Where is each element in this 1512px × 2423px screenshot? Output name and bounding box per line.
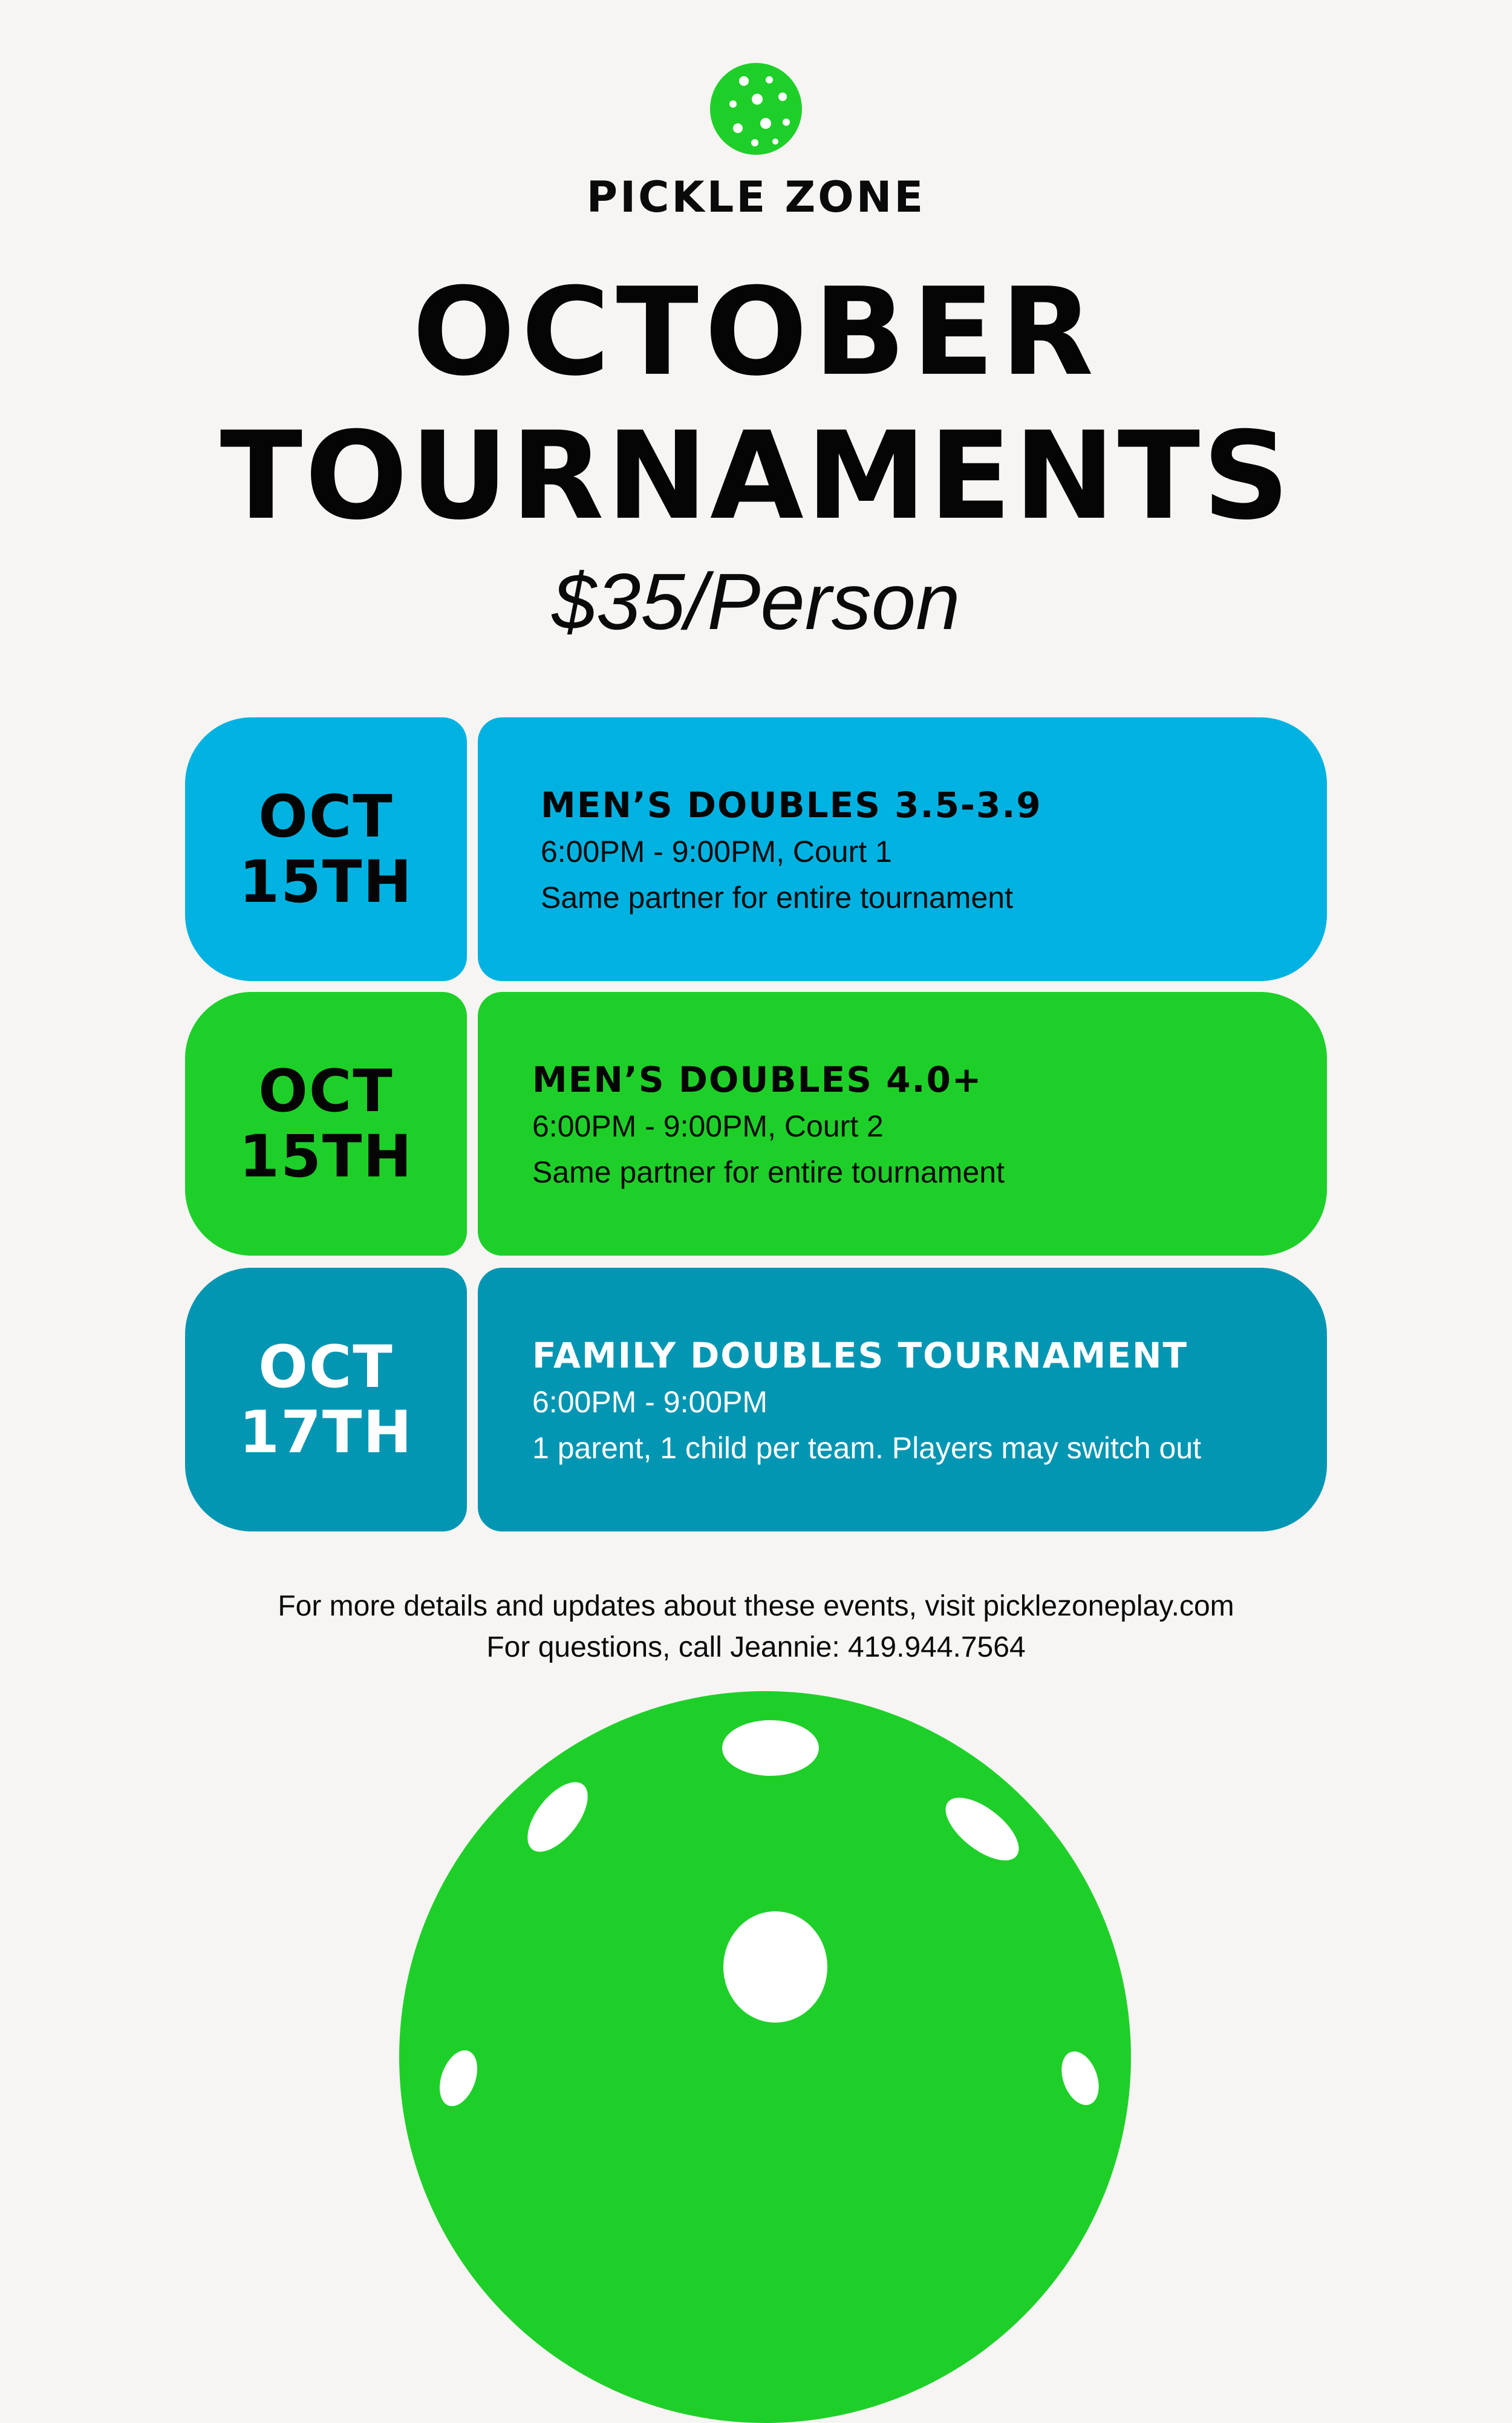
event-title: MEN’S DOUBLES 3.5-3.9: [541, 784, 1042, 826]
event-date-badge: [185, 717, 467, 981]
footer-details-line: For more details and updates about these events, visit picklezoneplay.com: [278, 1590, 1234, 1622]
event-info-panel: [478, 992, 1327, 1256]
event-date-month: OCT: [258, 1333, 394, 1401]
event-info-panel: [478, 1268, 1327, 1531]
event-title: MEN’S DOUBLES 4.0+: [532, 1059, 983, 1100]
event-note: Same partner for entire tournament: [532, 1155, 1005, 1189]
event-time: 6:00PM - 9:00PM, Court 2: [532, 1109, 884, 1143]
event-note: 1 parent, 1 child per team. Players may switch out: [532, 1431, 1202, 1465]
event-date-badge: [185, 1268, 467, 1531]
pickleball-decoration-icon: [399, 1691, 1131, 2423]
event-date-month: OCT: [258, 783, 394, 850]
event-title: FAMILY DOUBLES TOURNAMENT: [532, 1335, 1188, 1376]
event-row-3: [185, 1268, 1327, 1531]
event-time: 6:00PM - 9:00PM, Court 1: [541, 835, 892, 869]
event-date-day: 15TH: [239, 848, 413, 916]
price-per-person: $35/Person: [552, 557, 960, 646]
event-info-panel: [478, 717, 1327, 981]
event-note: Same partner for entire tournament: [541, 881, 1013, 915]
event-row-2: [185, 992, 1327, 1256]
event-row-1: [185, 717, 1327, 981]
event-date-month: OCT: [258, 1057, 394, 1125]
title-line-2: TOURNAMENTS: [220, 406, 1292, 547]
pickleball-logo-icon: [710, 63, 802, 155]
event-date-badge: [185, 992, 467, 1256]
title-line-1: OCTOBER: [412, 262, 1100, 403]
footer-contact-line: For questions, call Jeannie: 419.944.7564: [486, 1631, 1026, 1663]
brand-name: PICKLE ZONE: [586, 172, 926, 222]
event-date-day: 15TH: [239, 1123, 413, 1190]
event-date-day: 17TH: [239, 1398, 413, 1466]
event-time: 6:00PM - 9:00PM: [532, 1385, 768, 1419]
